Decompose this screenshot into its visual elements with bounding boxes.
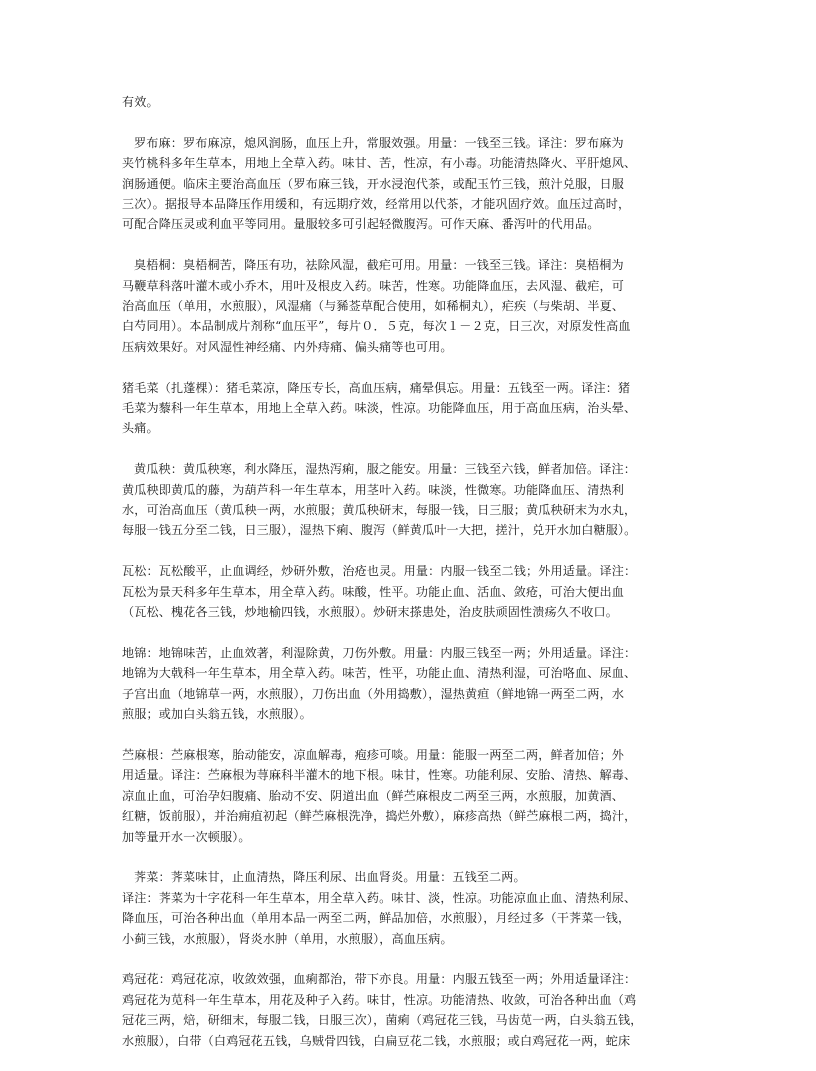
paragraph xyxy=(122,969,698,1051)
text-line: 罗布麻：罗布麻凉，熄风润肠，血压上升，常服效强。用量：一钱至三钱。译注：罗布麻为 xyxy=(122,135,624,150)
text-line: 臭梧桐：臭梧桐苦，降压有功，祛除风湿，截疟可用。用量：一钱至三钱。译注：臭梧桐为 xyxy=(122,258,624,273)
text-line: 子宫出血（地锦草一两，水煎服），刀伤出血（外用捣敷），湿热黄疸（鲜地锦一两至二两，水 xyxy=(122,686,625,701)
text-line: 可配合降压灵或利血平等同用。量服较多可引起轻微腹泻。可作天麻、番泻叶的代用品。 xyxy=(122,217,600,232)
text-line: 每服一钱五分至二钱，日三服），湿热下痢、腹泻（鲜黄瓜叶一大把，搓汁，兑开水加白糖服）。 xyxy=(122,523,637,538)
text-line: 白芍同用）。本品制成片剂称“血压平”，每片０．５克，每次１－２克，日三次，对原发性高血 xyxy=(122,319,631,334)
paragraph xyxy=(122,459,698,541)
paragraph xyxy=(122,561,698,622)
text-line: 煎服；或加白头翁五钱，水煎服）。 xyxy=(122,707,312,722)
text-line: 冠花三两，焙，研细末，每服二钱，日服三次），菌痢（鸡冠花三钱，马齿苋一两，白头翁五钱， xyxy=(122,1013,643,1028)
text-line: 马鞭草科落叶灌木或小乔木，用叶及根皮入药。味苦，性寒。功能降血压，去风湿、截疟，可 xyxy=(122,278,624,293)
text-line: 小蓟三钱，水煎服），肾炎水肿（单用，水煎服），高血压病。 xyxy=(122,931,453,946)
text-line: 润肠通便。临床主要治高血压（罗布麻三钱，开水浸泡代茶，或配玉竹三钱，煎汁兑服，日服 xyxy=(122,176,624,191)
document-body xyxy=(122,92,698,1071)
text-line: 鸡冠花为苋科一年生草本，用花及种子入药。味甘，性凉。功能清热、收敛，可治各种出血（鸡 xyxy=(122,992,637,1007)
paragraph xyxy=(122,745,698,847)
text-line: 毛菜为藜科一年生草本，用地上全草入药。味淡，性凉。功能降血压，用于高血压病，治头晕、 xyxy=(122,401,637,416)
text-line: 红糖，饭前服），并治痈疽初起（鲜苎麻根洗净，捣烂外敷），麻疹高热（鲜苎麻根二两，捣汁， xyxy=(122,809,637,824)
text-line: 治高血压（单用，水煎服），风湿痛（与豨莶草配合使用，如稀桐丸），疟疾（与柴胡、半夏、 xyxy=(122,299,625,314)
text-line: 加等量开水一次顿服）。 xyxy=(122,829,251,844)
text-line: 译注：荠菜为十字花科一年生草本，用全草入药。味甘、淡，性凉。功能凉血止血、清热利尿、 xyxy=(122,890,637,905)
text-line: 用适量。译注：苎麻根为荨麻科半灌木的地下根。味甘，性寒。功能利尿、安胎、清热、解毒、 xyxy=(122,768,637,783)
paragraph xyxy=(122,255,698,357)
text-line: 水煎服），白带（白鸡冠花五钱，乌贼骨四钱，白扁豆花二钱，水煎服；或白鸡冠花一两，蛇床 xyxy=(122,1033,631,1048)
text-line: 瓦松为景天科多年生草本，用全草入药。味酸，性平。功能止血、活血、敛疮，可治大便出血 xyxy=(122,584,624,599)
text-line: 地锦：地锦味苦，止血效著，利湿除黄，刀伤外敷。用量：内服三钱至一两；外用适量。译注： xyxy=(122,645,637,660)
text-line: 凉血止血，可治孕妇腹痛、胎动不安、阴道出血（鲜苎麻根皮二两至三两，水煎服，加黄酒、 xyxy=(122,788,624,803)
paragraph xyxy=(122,133,698,235)
text-line: 头痛。 xyxy=(122,421,159,436)
text-line: 苎麻根：苎麻根寒，胎动能安，凉血解毒，疱疹可啖。用量：能服一两至二两，鲜者加倍；外 xyxy=(122,747,624,762)
text-line: 黄瓜秧：黄瓜秧寒，利水降压，湿热泻痢，服之能安。用量：三钱至六钱，鲜者加倍。译注： xyxy=(122,462,636,477)
text-line: 鸡冠花：鸡冠花凉，收敛效强，血痢都治，带下亦良。用量：内服五钱至一两；外用适量译注： xyxy=(122,972,637,987)
paragraph xyxy=(122,378,698,439)
text-line: 猪毛菜（扎蓬棵）：猪毛菜凉，降压专长，高血压病，痛晕俱忘。用量：五钱至一两。译注：猪 xyxy=(122,380,631,395)
text-line: 瓦松：瓦松酸平，止血调经，炒研外敷，治疮也灵。用量：内服一钱至二钱；外用适量。译注： xyxy=(122,564,637,579)
text-line: 荠菜：荠菜味甘，止血清热，降压利尿、出血肾炎。用量：五钱至二两。 xyxy=(122,870,526,885)
paragraph xyxy=(122,92,698,112)
text-line: 三次）。据报导本品降压作用缓和，有远期疗效，经常用以代茶，才能巩固疗效。血压过高时， xyxy=(122,197,631,212)
text-line: 水，可治高血压（黄瓜秧一两，水煎服；黄瓜秧研末，每服一钱，日三服；黄瓜秧研末为水丸， xyxy=(122,503,637,518)
text-line: 降血压，可治各种出血（单用本品一两至二两，鲜品加倍，水煎服），月经过多（干荠菜一钱， xyxy=(122,911,631,926)
paragraph xyxy=(122,643,698,725)
text-line: 有效。 xyxy=(122,95,159,109)
text-line: 夹竹桃科多年生草本，用地上全草入药。味甘、苦，性凉，有小毒。功能清热降火、平肝熄风、 xyxy=(122,156,637,171)
text-line: 压病效果好。对风湿性神经痛、内外痔痛、偏头痛等也可用。 xyxy=(122,339,453,354)
text-line: （瓦松、槐花各三钱，炒地榆四钱，水煎服）。炒研末搽患处，治皮肤顽固性溃疡久不收口。 xyxy=(122,605,618,620)
paragraph xyxy=(122,867,698,949)
text-line: 黄瓜秧即黄瓜的藤，为葫芦科一年生草本，用茎叶入药。味淡，性微寒。功能降血压、清热利 xyxy=(122,482,624,497)
text-line: 地锦为大戟科一年生草本，用全草入药。味苦，性平，功能止血、清热利湿，可治咯血、尿血、 xyxy=(122,666,637,681)
